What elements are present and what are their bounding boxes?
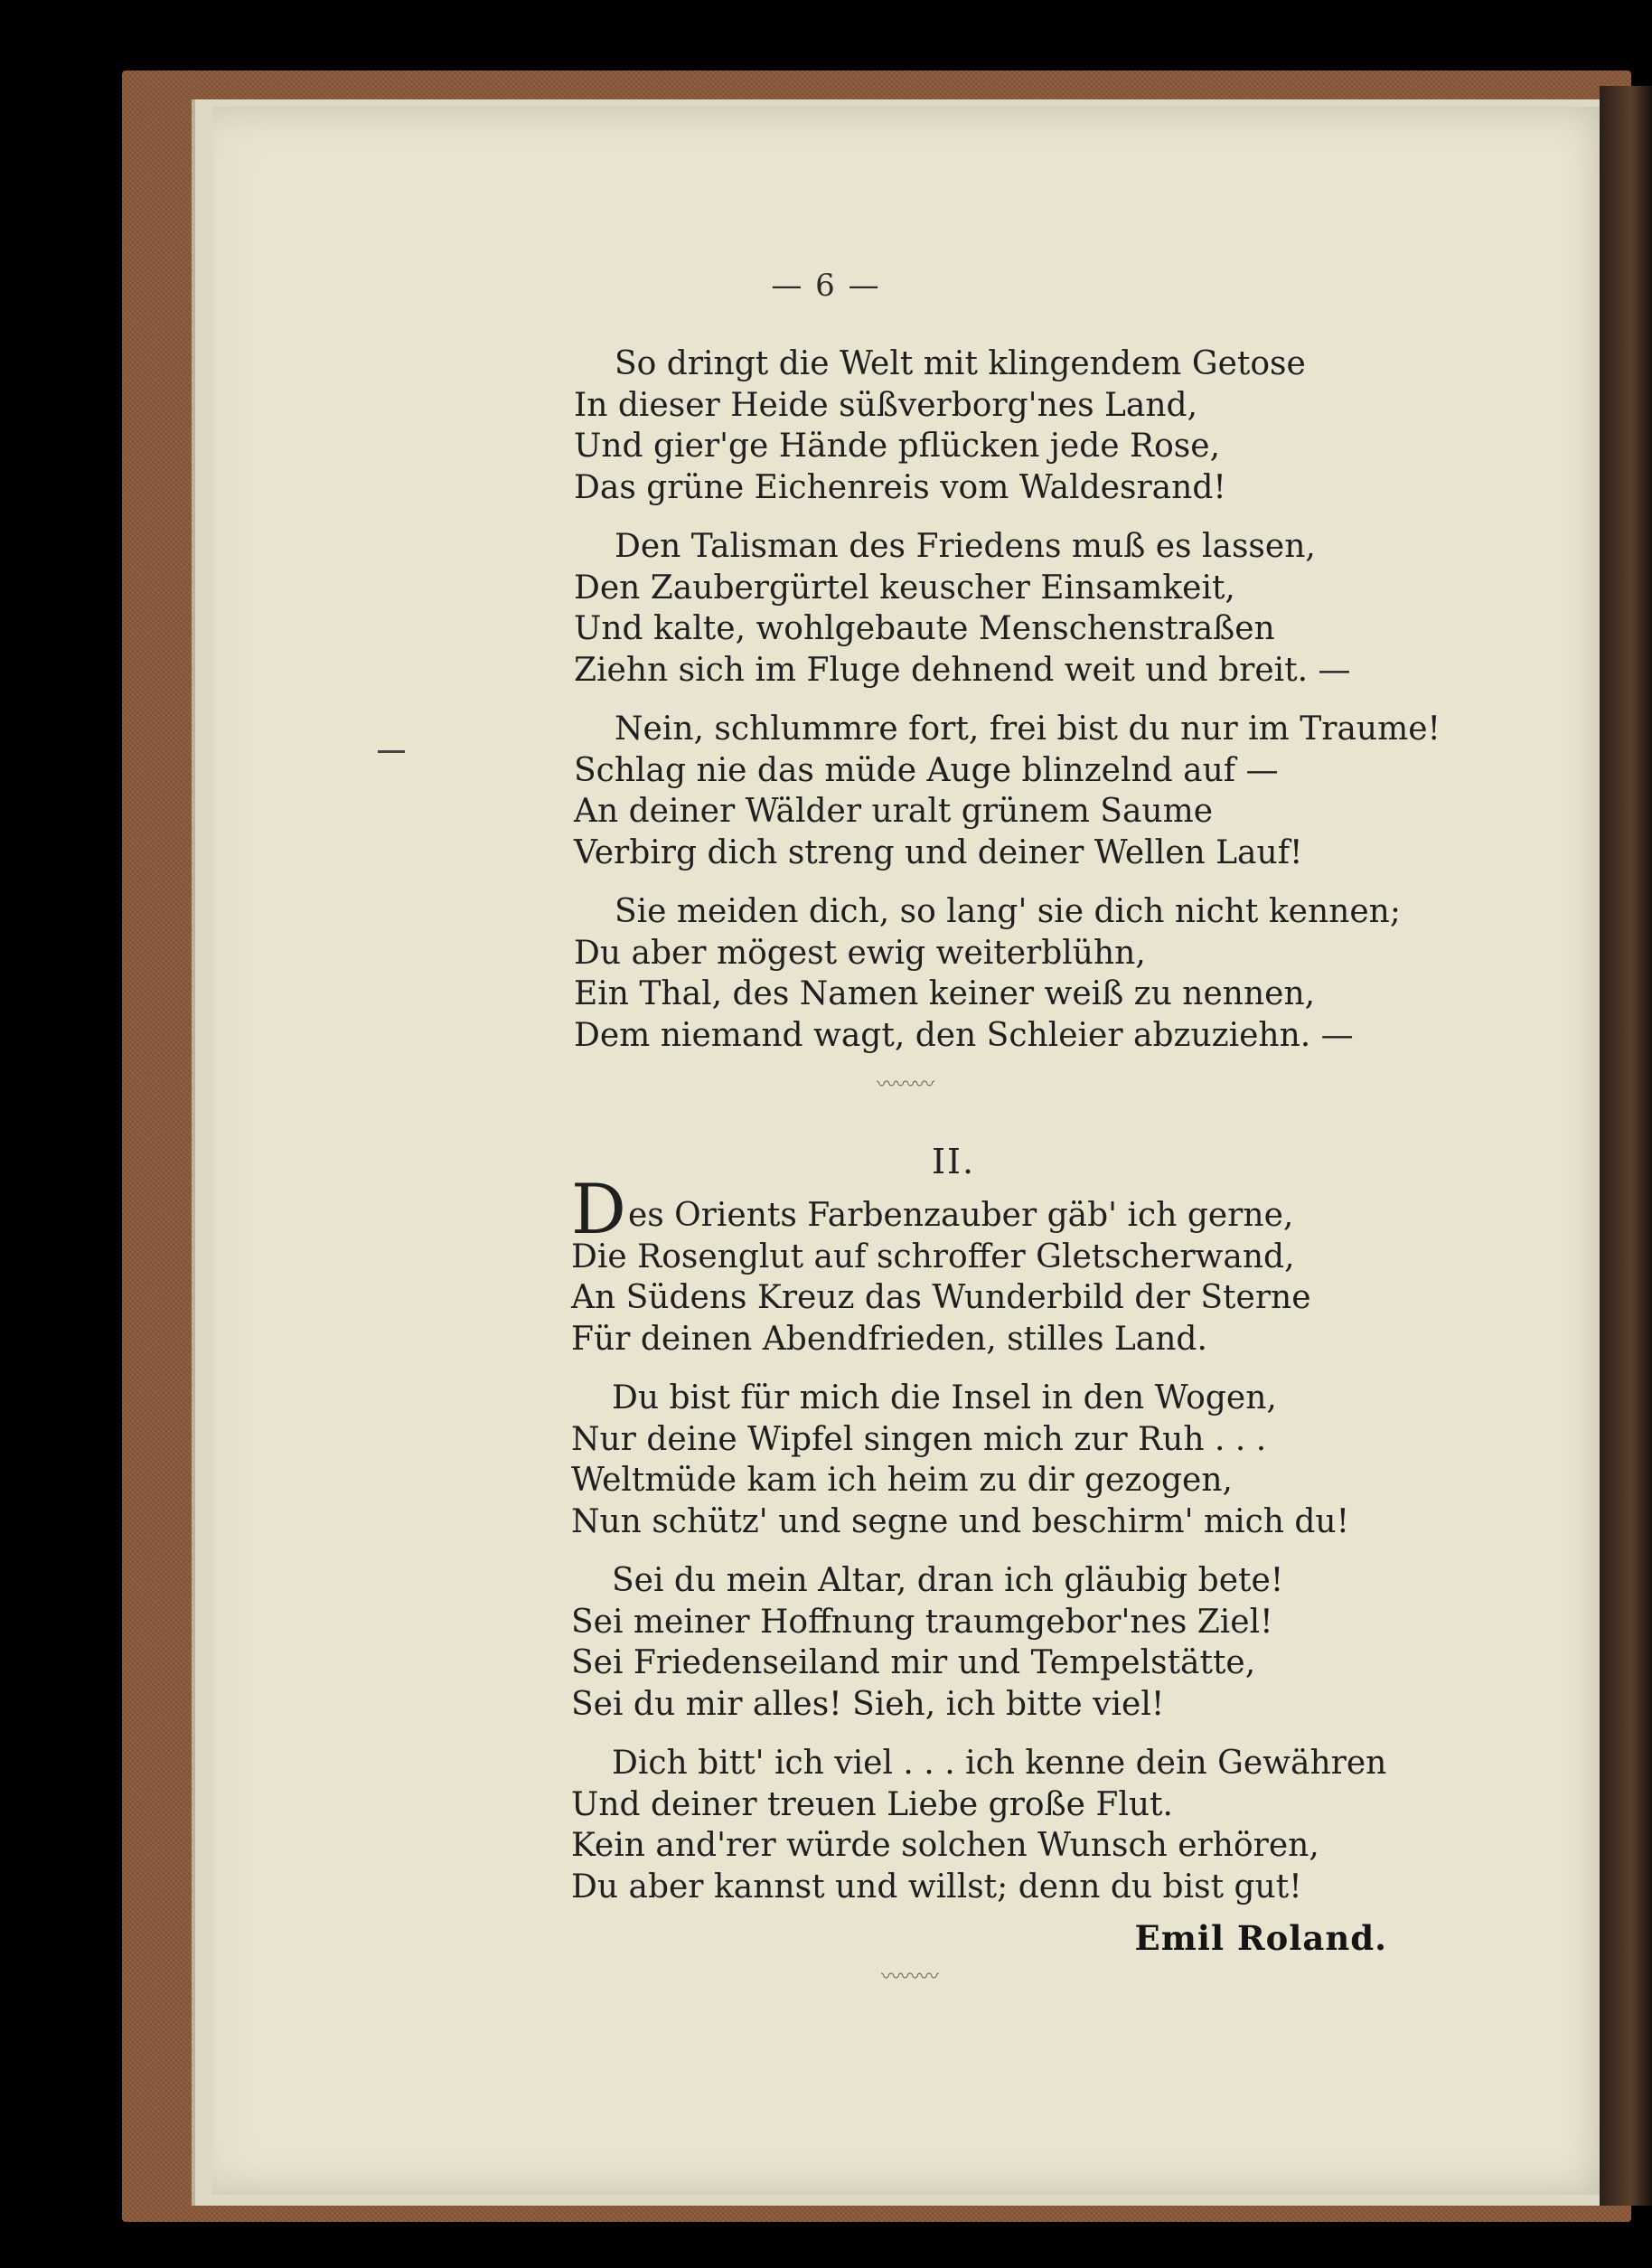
stanza (574, 343, 1387, 508)
verse-line: Nur deine Wipfel singen mich zur Ruh . . . (571, 1420, 1267, 1458)
stanza (574, 709, 1441, 873)
verse-line: Weltmüde kam ich heim zu dir gezogen, (571, 1462, 1233, 1499)
verse-line: An Südens Kreuz das Wunderbild der Sterne (571, 1279, 1311, 1316)
stanza (574, 891, 1401, 1056)
verse-line: Und kalte, wohlgebaute Menschenstraßen (574, 610, 1275, 647)
verse-line: Verbirg dich streng und deiner Wellen Lauf! (574, 833, 1303, 871)
verse-line: An deiner Wälder uralt grünem Saume (574, 793, 1214, 830)
stanza (571, 1743, 1387, 1907)
stanza (571, 1378, 1384, 1542)
poem-one (574, 343, 1441, 1074)
margin-mark (378, 750, 405, 753)
verse-line: Nun schütz' und segne und beschirm' mich du! (571, 1502, 1350, 1540)
verse-line: Und gier'ge Hände pflücken jede Rose, (574, 428, 1221, 465)
stanza (571, 1560, 1384, 1725)
verse-line: Schlag nie das müde Auge blinzelnd auf — (574, 751, 1279, 789)
verse-line: es Orients Farbenzauber gäb' ich gerne, (627, 1197, 1294, 1234)
verse-line: Dich bitt' ich viel . . . ich kenne dein Gewähren (612, 1745, 1387, 1782)
ornament-divider-end: 〰〰〰 (881, 1966, 939, 1989)
verse-line: Den Talisman des Friedens muß es lassen, (615, 528, 1316, 565)
verse-line: Für deinen Abendfrieden, stilles Land. (571, 1320, 1207, 1358)
verse-line: Sei du mir alles! Sieh, ich bitte viel! (571, 1685, 1165, 1723)
author-signature: Emil Roland. (1134, 1918, 1387, 1958)
stanza (574, 526, 1387, 691)
first-line (571, 1169, 1384, 1249)
page-number: — 6 — (771, 268, 881, 304)
verse-line: Du bist für mich die Insel in den Wogen, (612, 1379, 1277, 1416)
verse-line: So dringt die Welt mit klingendem Getose (615, 345, 1306, 382)
drop-cap: D (571, 1169, 626, 1249)
ornament-divider: 〰〰〰 (877, 1074, 934, 1096)
verse-line: Ziehn sich im Fluge dehnend weit und breit. — (574, 651, 1351, 689)
verse-line: Kein and'rer würde solchen Wunsch erhören, (571, 1827, 1319, 1864)
verse-line: Sei meiner Hoffnung traumgebor'nes Ziel! (571, 1603, 1273, 1641)
verse-line: Du aber mögest ewig weiterblühn, (574, 934, 1146, 972)
verse-line: Den Zaubergürtel keuscher Einsamkeit, (574, 569, 1235, 607)
verse-line: Du aber kannst und willst; denn du bist gut! (571, 1868, 1302, 1906)
verse-line: In dieser Heide süßverborg'nes Land, (574, 386, 1198, 424)
verse-line: Und deiner treuen Liebe große Flut. (571, 1785, 1173, 1823)
verse-line: Sei du mein Altar, dran ich gläubig bete! (612, 1562, 1284, 1599)
verse-line: Die Rosenglut auf schroffer Gletscherwand, (571, 1238, 1295, 1275)
verse-line: Sie meiden dich, so lang' sie dich nicht kennen; (615, 893, 1401, 930)
verse-line: Dem niemand wagt, den Schleier abzuziehn. — (574, 1016, 1354, 1054)
stanza (571, 1169, 1384, 1360)
verse-line: Nein, schlummre fort, frei bist du nur im Traume! (615, 711, 1441, 748)
verse-line: Das grüne Eichenreis vom Waldesrand! (574, 468, 1226, 506)
section-numeral: II. (931, 1142, 976, 1181)
poem-two (571, 1169, 1387, 1925)
verse-line: Ein Thal, des Namen keiner weiß zu nennen, (574, 975, 1316, 1012)
verse-line: Sei Friedenseiland mir und Tempelstätte, (571, 1644, 1256, 1681)
